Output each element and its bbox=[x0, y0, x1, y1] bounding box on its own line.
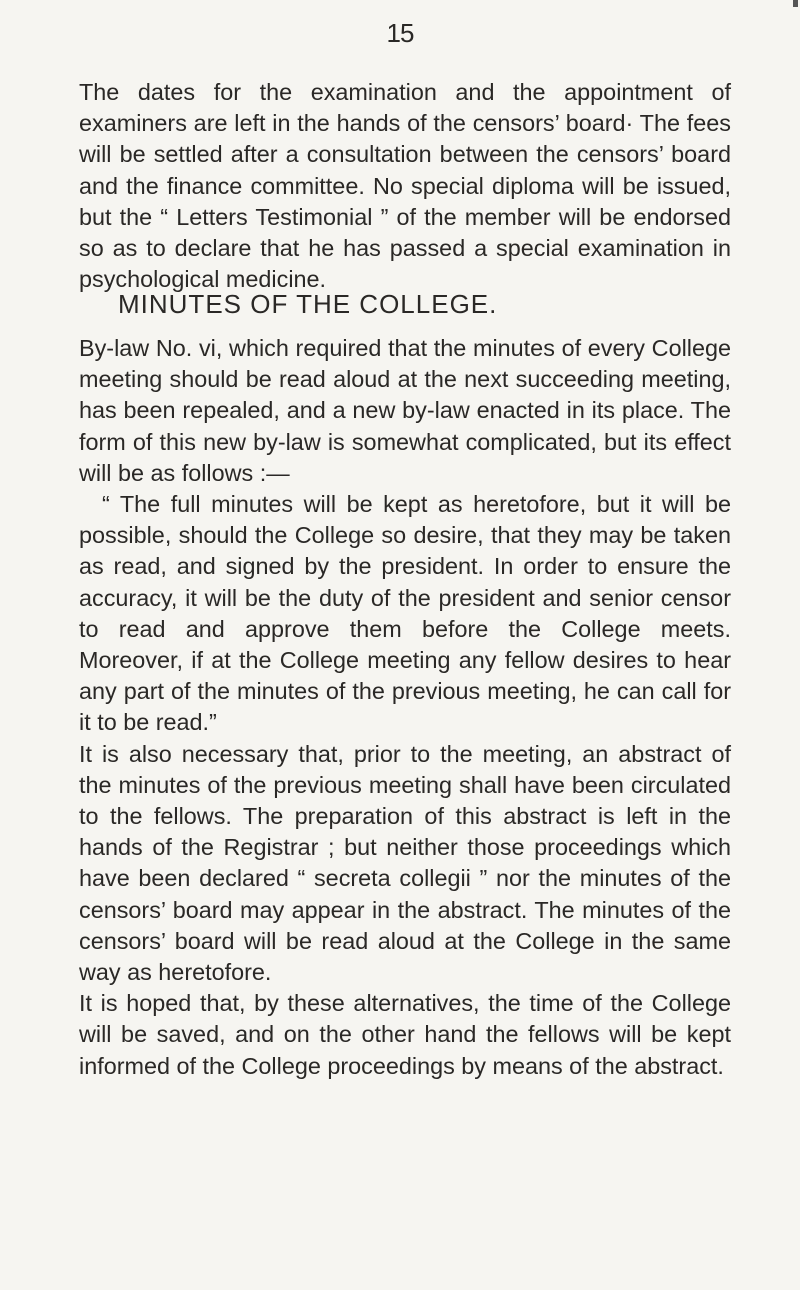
paragraph-examination-dates: The dates for the examination and the appointment of examiners are left in the hands of the censors’ board· The fees will be settled after a consultation between the censors’ board and the finance committee. No special diploma will be issued, but the “ Letters Testimonial ” of the member will be endorsed so as to declare that he has passed a special examination in psychological medicine. bbox=[79, 79, 731, 293]
paragraph-quoted-bylaw: “ The full minutes will be kept as heretofore, but it will be possible, should the College so desire, that they may be taken as read, and signed by the president. In order to ensure the accuracy, it will be the duty of the president and senior censor to read and approve them before the College meets. Moreover, if at the College meeting any fellow desires to hear any part of the minutes of the previous meeting, he can call for it to be read.” bbox=[79, 491, 731, 736]
paragraph-bylaw: By-law No. vi, which required that the minutes of every College meeting should be read aloud at the next succeeding meeting, has been repealed, and a new by-law enacted in its place. The form of this new by-law is somewhat complicated, but its effect will be as follows :— bbox=[79, 335, 731, 486]
page-number: 15 bbox=[386, 18, 414, 48]
section-heading: MINUTES OF THE COLLEGE. bbox=[118, 289, 498, 319]
paragraph-conclusion: It is hoped that, by these alternatives, the time of the College will be saved, and on the other hand the fellows will be kept informed of the College proceedings by means of the abstract. bbox=[79, 990, 731, 1079]
paragraph-abstract: It is also necessary that, prior to the meeting, an abstract of the minutes of the previous meeting shall have been circulated to the fellows. The preparation of this abstract is left in the hands of the Registrar ; but neither those proceedings which have been declared “ secreta collegii ” nor the minutes of the censors’ board may appear in the abstract. The minutes of the censors’ board will be read aloud at the College in the same way as heretofore. bbox=[79, 740, 731, 986]
minutes-text-block bbox=[79, 333, 731, 1082]
intro-text-block bbox=[79, 77, 731, 295]
page-corner-mark bbox=[793, 0, 798, 7]
